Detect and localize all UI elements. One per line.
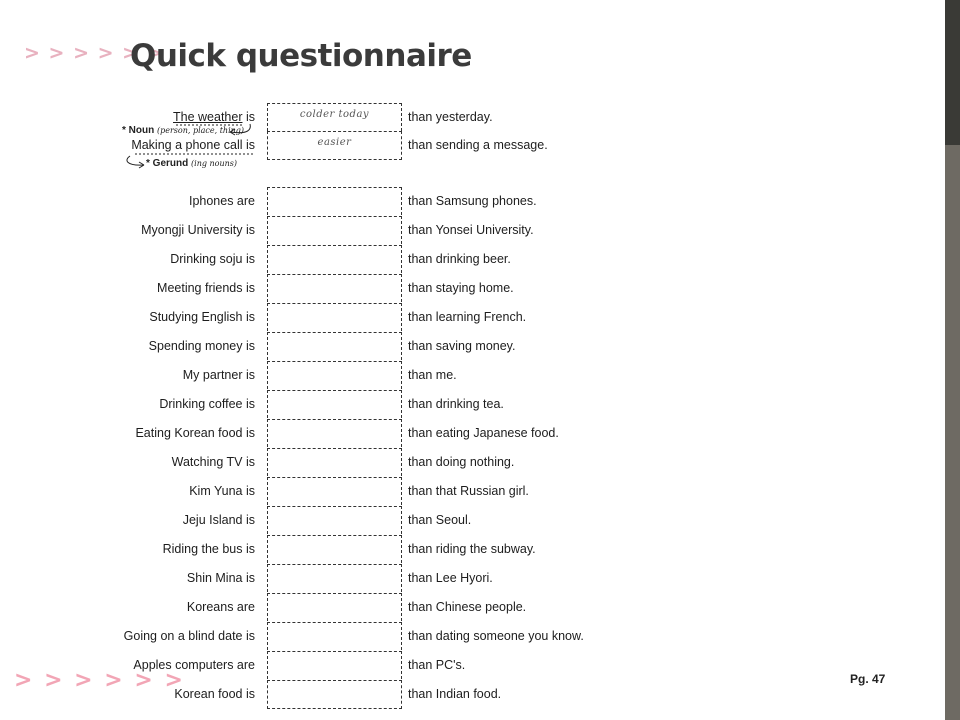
question-row	[0, 622, 945, 651]
question-prompt: Korean food is	[174, 687, 255, 701]
question-row	[0, 564, 945, 593]
page-number: Pg. 47	[850, 672, 886, 686]
question-comparison: than Yonsei University.	[408, 223, 534, 237]
question-row	[0, 535, 945, 564]
question-row	[0, 303, 945, 332]
question-row	[0, 274, 945, 303]
question-prompt: My partner is	[182, 368, 255, 382]
question-prompt: Spending money is	[148, 339, 255, 353]
answer-box[interactable]	[267, 564, 402, 592]
question-comparison: than Indian food.	[408, 687, 502, 701]
question-comparison: than that Russian girl.	[408, 484, 529, 498]
question-comparison: than Seoul.	[408, 513, 472, 527]
gerund-underline-dash-icon	[135, 151, 255, 157]
question-comparison: than doing nothing.	[408, 455, 515, 469]
question-prompt: Drinking soju is	[170, 252, 255, 266]
side-bar	[945, 0, 960, 720]
question-comparison: than Lee Hyori.	[408, 571, 493, 585]
noun-note: * Noun (person, place, thing)	[122, 125, 245, 136]
answer-box[interactable]	[267, 622, 402, 650]
answer-box[interactable]	[267, 651, 402, 679]
question-comparison: than eating Japanese food.	[408, 426, 559, 440]
question-row	[0, 448, 945, 477]
question-comparison: than me.	[408, 368, 457, 382]
example-comparison: than yesterday.	[408, 110, 493, 124]
question-prompt: Jeju Island is	[182, 513, 255, 527]
side-bar-top	[945, 0, 960, 145]
answer-box[interactable]	[267, 506, 402, 534]
answer-box[interactable]	[267, 680, 402, 709]
question-row	[0, 361, 945, 390]
question-comparison: than PC's.	[408, 658, 466, 672]
answer-box[interactable]	[267, 274, 402, 302]
answer-box[interactable]	[267, 477, 402, 505]
question-prompt: Myongji University is	[141, 223, 255, 237]
question-prompt: Apples computers are	[133, 658, 255, 672]
question-row	[0, 332, 945, 361]
question-prompt: Shin Mina is	[186, 571, 255, 585]
question-row	[0, 419, 945, 448]
side-bar-bottom	[945, 145, 960, 720]
question-row	[0, 216, 945, 245]
question-prompt: Studying English is	[149, 310, 255, 324]
answer-box[interactable]	[267, 245, 402, 273]
answer-box[interactable]	[267, 448, 402, 476]
title-arrows: > > > > > >	[24, 42, 164, 64]
answer-box[interactable]	[267, 103, 402, 131]
example-prompt: The weather is	[173, 110, 255, 124]
answer-box[interactable]	[267, 303, 402, 331]
question-comparison: than saving money.	[408, 339, 516, 353]
question-row	[0, 593, 945, 622]
question-prompt: Eating Korean food is	[135, 426, 255, 440]
answer-box[interactable]	[267, 216, 402, 244]
answer-box[interactable]	[267, 187, 402, 215]
answer-box[interactable]	[267, 390, 402, 418]
question-prompt: Drinking coffee is	[159, 397, 255, 411]
handwritten-answer: easier	[317, 137, 352, 148]
answer-box[interactable]	[267, 361, 402, 389]
answer-box[interactable]	[267, 419, 402, 447]
question-comparison: than drinking beer.	[408, 252, 511, 266]
question-prompt: Going on a blind date is	[123, 629, 255, 643]
question-row	[0, 477, 945, 506]
answer-box[interactable]	[267, 593, 402, 621]
question-comparison: than Samsung phones.	[408, 194, 537, 208]
answer-box[interactable]	[267, 535, 402, 563]
answer-box[interactable]	[267, 332, 402, 360]
question-row	[0, 187, 945, 216]
example-comparison: than sending a message.	[408, 138, 548, 152]
question-prompt: Riding the bus is	[162, 542, 255, 556]
question-prompt: Koreans are	[186, 600, 255, 614]
gerund-note: * Gerund (ing nouns)	[146, 158, 238, 169]
page-title: Quick questionnaire	[130, 38, 472, 74]
handwritten-answer: colder today	[299, 109, 370, 120]
noun-underline-dash-icon	[176, 122, 246, 128]
example-prompt: Making a phone call is	[131, 138, 255, 152]
footer-arrows: > > > > > >	[14, 668, 185, 693]
question-prompt: Meeting friends is	[157, 281, 255, 295]
question-row	[0, 390, 945, 419]
question-comparison: than drinking tea.	[408, 397, 504, 411]
question-comparison: than learning French.	[408, 310, 527, 324]
question-row	[0, 506, 945, 535]
answer-box[interactable]	[267, 131, 402, 160]
question-prompt: Iphones are	[188, 194, 255, 208]
question-comparison: than Chinese people.	[408, 600, 527, 614]
question-comparison: than staying home.	[408, 281, 514, 295]
question-row	[0, 245, 945, 274]
question-prompt: Kim Yuna is	[189, 484, 255, 498]
question-prompt: Watching TV is	[171, 455, 255, 469]
question-comparison: than dating someone you know.	[408, 629, 584, 643]
question-comparison: than riding the subway.	[408, 542, 536, 556]
